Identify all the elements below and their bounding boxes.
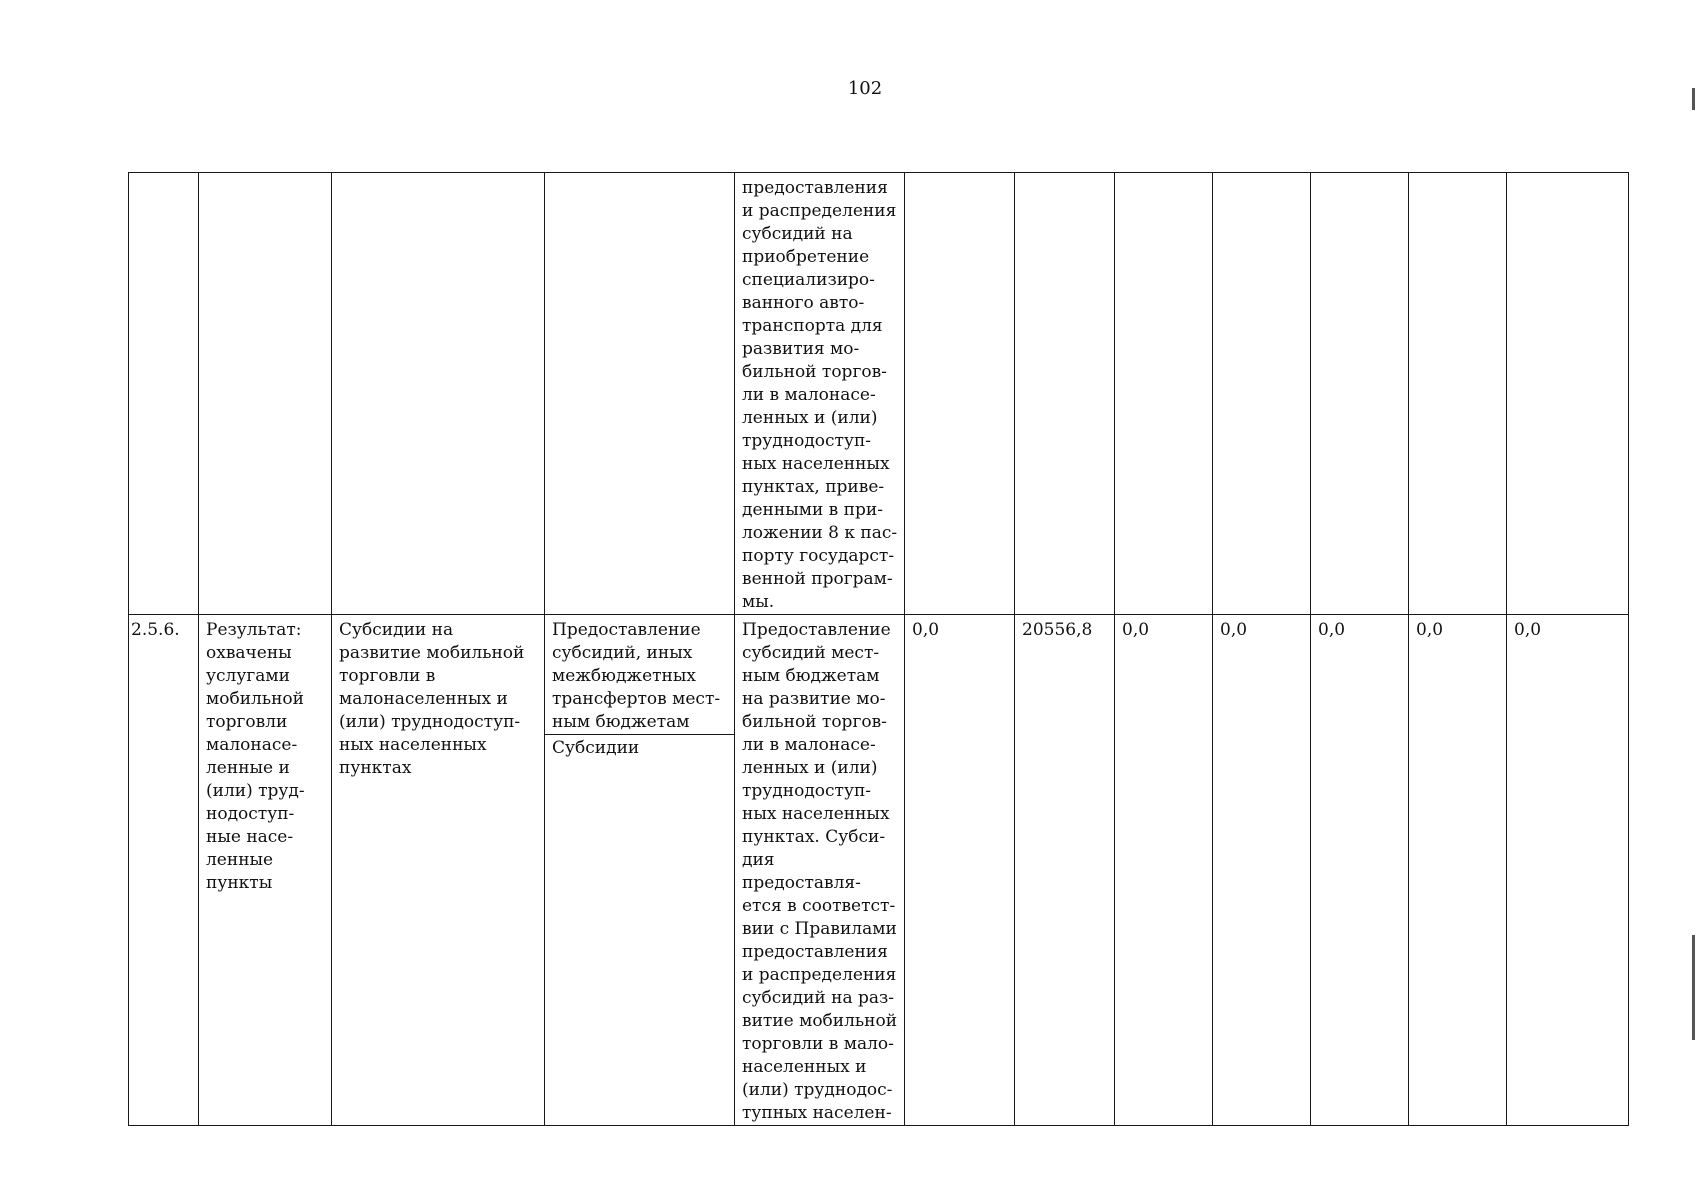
cell-value-1: 0,0 [905, 615, 1015, 1126]
cell-value-empty [905, 173, 1015, 615]
cell-value-empty [1507, 173, 1629, 615]
cell-value-4: 0,0 [1213, 615, 1311, 1126]
cell-value-5: 0,0 [1311, 615, 1409, 1126]
cell-result-empty [199, 173, 332, 615]
cell-value-empty [1115, 173, 1213, 615]
cell-value-6: 0,0 [1409, 615, 1507, 1126]
cell-value-3: 0,0 [1115, 615, 1213, 1126]
cell-value-empty [1409, 173, 1507, 615]
cell-value-empty [1311, 173, 1409, 615]
cell-measure-continuation [735, 173, 905, 615]
cell-type-empty [545, 173, 735, 615]
scan-edge-mark [1692, 88, 1695, 110]
cell-value-2: 20556,8 [1015, 615, 1115, 1126]
cell-type [545, 615, 735, 1126]
type-bottom-text: Субсидии [552, 738, 640, 758]
cell-number-empty [129, 173, 199, 615]
cell-subsidy: Субсидии на развитие мобильной торговли в малонаселенных и (или) труднодоступ-ных населенных пунктах [332, 615, 545, 1126]
table-row-2-5-6 [129, 615, 1629, 1126]
page-number: 102 [847, 78, 883, 99]
cell-subsidy-empty [332, 173, 545, 615]
type-top-text: Предоставление субсидий, иных межбюджетных трансфертов мест-ным бюджетам [545, 619, 734, 735]
scan-edge-mark [1692, 935, 1695, 1040]
cell-value-empty [1213, 173, 1311, 615]
table-row-continuation [129, 173, 1629, 615]
cell-description: Предоставление субсидий мест-ным бюджетам на развитие мо-бильной торгов-ли в малонасе-ленных и (или) труднодоступ-ных населенных пунктах. Субси-дия предоставля-ется в соответст-вии с Правилами предоставления и распределения субсидий на раз-витие мобильной торговли в мало-населенных и (или) труднодос-тупных населен- [735, 615, 905, 1126]
cell-result: Результат: охвачены услугами мобильной торговли малонасе-ленные и (или) труд-нодоступ-ные насе-ленные пункты [199, 615, 332, 1126]
cell-row-number: 2.5.6. [129, 615, 199, 1126]
program-table [128, 172, 1629, 1126]
cell-value-empty [1015, 173, 1115, 615]
measure-continuation-text: предоставления и распределения субсидий на приобретение специализиро-ванного авто-транспорта для развития мо-бильной торгов-ли в малонасе-ленных и (или) труднодоступ-ных населенных пунктах, приве-денными в при-ложении 8 к пас-порту государст-венной програм-мы. [742, 178, 898, 612]
cell-value-7: 0,0 [1507, 615, 1629, 1126]
